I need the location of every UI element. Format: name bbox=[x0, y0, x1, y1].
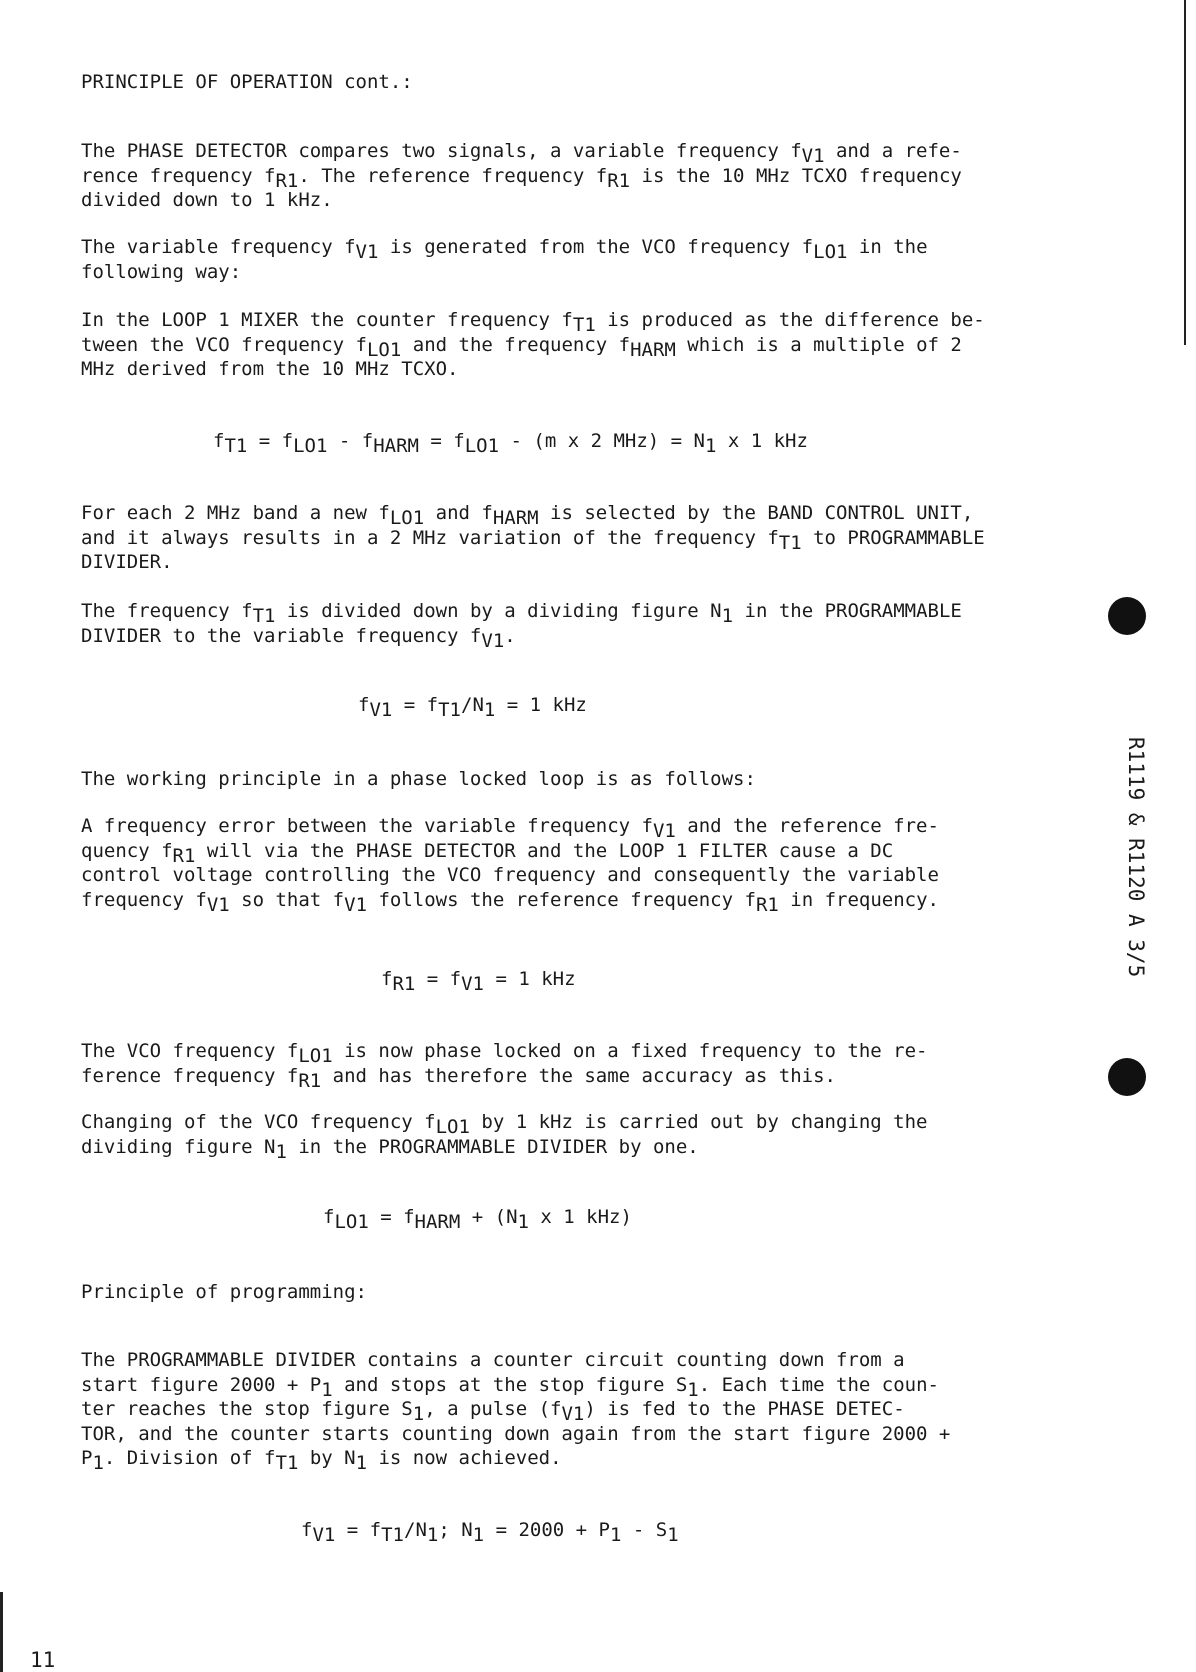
paragraph-band-control: For each 2 MHz band a new $f_{LO1}$ and $f_{HARM}$ is selected by the BAND CONTROL UNIT, and it always results in a 2 MHz variation of the frequency $f_{T1}$ to PROGRAMMABLE DIVIDER. bbox=[81, 502, 985, 573]
paragraph-variable-frequency: The variable frequency $f_{V1}$ is generated from the VCO frequency $f_{LO1}$ in the following way: bbox=[81, 236, 928, 283]
equation-division: $f_{V1} = f_{T1}/N_1$; $N_1 = 2000 + P_1 - S_1$ bbox=[301, 1519, 679, 1546]
punch-hole-top bbox=[1108, 597, 1146, 635]
punch-hole-bottom bbox=[1108, 1058, 1146, 1096]
left-margin-rule bbox=[0, 1592, 3, 1672]
subheading-programming: Principle of programming: bbox=[81, 1281, 367, 1303]
page-number: 11 bbox=[30, 1648, 56, 1672]
side-label: R1119 & R1120 A 3/5 bbox=[1124, 737, 1148, 978]
paragraph-programmable-divider: The frequency $f_{T1}$ is divided down by a dividing figure $N_1$ in the PROGRAMMABLE DIVIDER to the variable frequency $f_{V1}$. bbox=[81, 600, 962, 652]
paragraph-phase-locked: The VCO frequency $f_{LO1}$ is now phase locked on a fixed frequency to the re- ference frequency $f_{R1}$ and has therefore the same accuracy as this. bbox=[81, 1040, 928, 1092]
paragraph-phase-detector: The PHASE DETECTOR compares two signals, a variable frequency $f_{V1}$ and a refe- rence frequency $f_{R1}$. The reference frequency $f_{R1}$ is the 10 MHz TCXO frequency divided down to 1 kHz. bbox=[81, 140, 962, 211]
paragraph-frequency-error: A frequency error between the variable frequency $f_{V1}$ and the reference fre- quency $f_{R1}$ will via the PHASE DETECTOR and the LOOP 1 FILTER cause a DC control voltage controlling the VCO frequency and consequently the variable frequency $f_{V1}$ so that $f_{V1}$ follows the reference frequency $f_{R1}$ in frequency. bbox=[81, 815, 939, 916]
paragraph-changing-vco: Changing of the VCO frequency $f_{LO1}$ by 1 kHz is carried out by changing the dividing figure $N_1$ in the PROGRAMMABLE DIVIDER by one. bbox=[81, 1111, 928, 1163]
paragraph-pll-intro: The working principle in a phase locked loop is as follows: bbox=[81, 768, 756, 790]
right-margin-rule bbox=[1184, 0, 1186, 345]
equation-fr1: $f_{R1} = f_{V1} = 1$ kHz bbox=[381, 968, 576, 995]
equation-ft1: $f_{T1} = f_{LO1} - f_{HARM} = f_{LO1} - (m$ x 2 $MHz) = N_1$ x 1 kHz bbox=[213, 430, 808, 457]
equation-fv1: $f_{V1} = f_{T1}/N_1 = 1$ kHz bbox=[358, 694, 587, 721]
equation-flo1: $f_{LO1} = f_{HARM} + (N_1$ x 1 kHz) bbox=[323, 1206, 632, 1233]
section-heading: PRINCIPLE OF OPERATION cont.: bbox=[81, 71, 413, 93]
paragraph-counter-circuit: The PROGRAMMABLE DIVIDER contains a counter circuit counting down from a start figure $2000 + P_1$ and stops at the stop figure $S_1$. Each time the coun- ter reaches the stop figure $S_1$, a pulse $(f_{V1})$ is fed to the PHASE DETEC- TOR, and the counter starts counting down again from the start figure 2000 + $P_1$. Division of $f_{T1}$ by $N_1$ is now achieved. bbox=[81, 1349, 951, 1474]
paragraph-loop-mixer: In the LOOP 1 MIXER the counter frequency $f_{T1}$ is produced as the difference be- tween the VCO frequency $f_{LO1}$ and the frequency $f_{HARM}$ which is a multiple of 2 MHz derived from the 10 MHz TCXO. bbox=[81, 309, 985, 380]
